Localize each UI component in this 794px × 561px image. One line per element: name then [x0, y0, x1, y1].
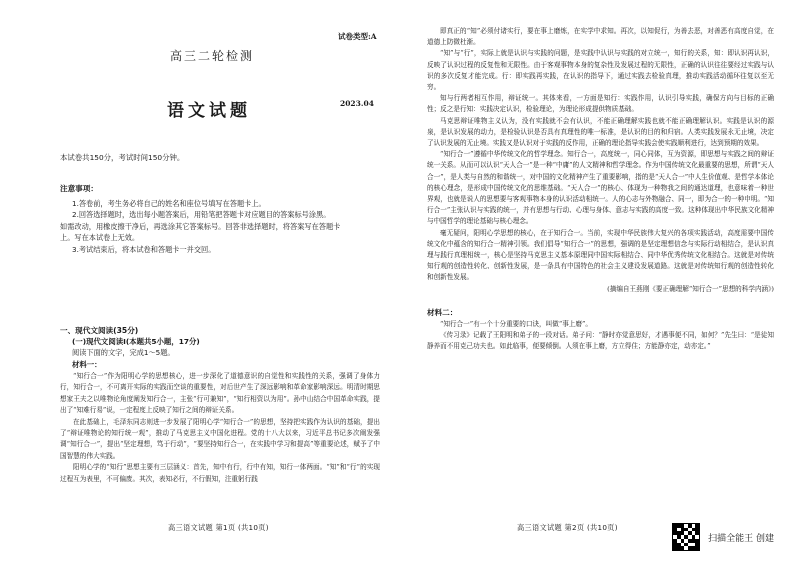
note-item: 2.回答选择题时，选出每小题答案后，用铅笔把答题卡对应题目的答案标号涂黑。 如需改动，用橡皮擦干净后，再选涂其它答案标号。回答非选择题时，将答案写在答题卡 上。写在本试卷上无效。	[60, 210, 341, 243]
page-footer: 高三语文试题 第1页 (共10页)	[168, 523, 269, 532]
body-paragraph: 即真正的“知”必须付诸实行，要在事上磨炼，在实学中求知。再次，以知促行，为善去恶，对善恶有高度自觉，在道德上防微杜渐。	[427, 27, 774, 47]
subsection-title: (一)现代文阅读Ⅰ(本题共5小题，17分)	[72, 337, 200, 346]
body-paragraph: “知行合一”遵循中华传统文化的哲学理念。知行合一，高度统一，同心同体，互为资源，即思想与实践之间的辩证统一关系。从而可以认识“天人合一”是一种“中庸”的人文精神和哲学理念。作为中国传统文化最重要的思想，所谓“天人合一”，是人类与自然的和谐统一，对中国的文化精神产生了重要影响，指的是“天人合一”中人生价值观、是哲学本体论的核心理念，是形成中国传统文化的思维基础。“天人合一”的核心、体现为一种物我之间的通达道理，也意味着一种世界观，也就是说人的思想要与客观事物本身的认识活动相统一。人的心志与外物融合、同一，即为合一的一种申明。“知行合一”主张认识与实践的统一，并有思想与行动、心理与身体、意志与实践的高度一致。这种体现出中华民族文化精神与中国哲学的理论基础与核心理念。	[427, 150, 774, 226]
notes-title: 注意事项：	[60, 184, 98, 193]
body-paragraph: “知行合一”作为阳明心学的思想核心，进一步深化了道德意识的自觉性和实践性的关系，强调了身体力行，知行合一，不可离开实际的实践而空谈的重要性，对后世产生了深远影响和革命家影响深远。明清时期思想家王夫之以唯物论角度阐发知行合一，主张“行可兼知”，“知行相资以为用”。孙中山结合中国革命实践，提出了“知难行易”说，一定程度上反映了知行之间的辩证关系。	[60, 372, 380, 415]
exam-type: 试卷类型:A	[338, 32, 377, 41]
source-citation: (摘编自王燕刚《要正确理解“知行合一”思想的科学内涵》)	[607, 284, 774, 293]
body-paragraph: 马克思辩证唯物主义认为，没有实践就不会有认识，不能正确理解实践也就不能正确理解认识。实践是认识的源泉，是认识发展的动力，是检验认识是否具有真理性的唯一标准，是认识的目的和归宿。人类实践发展永无止境，决定了认识发展的无止境。实践又是认识对于实践的反作用，正确的理论指导实践会使实践顺利进行，达到预期的效果。	[427, 116, 774, 148]
note-item: 1.答卷前，考生务必将自己的姓名和座位号填写在答题卡上。	[72, 199, 266, 208]
body-paragraph: 《传习录》记载了王阳明和弟子的一段对话。弟子问：“静时亦觉意思好，才遇事便不同，如何？”先生曰：“是徒知静养而不用克己功夫也。如此临事，便要倾倒。人须在事上磨，方立得住；方能静亦定，动亦定。”	[427, 331, 774, 351]
page-footer: 高三语文试题 第2页 (共10页)	[517, 523, 618, 532]
exam-date: 2023.04	[340, 99, 374, 108]
material-one-label: 材料一：	[72, 360, 102, 369]
scanner-text: 扫描全能王 创建	[708, 533, 774, 544]
body-paragraph: 在此基础上，毛泽东同志则进一步发展了阳明心学“知行合一”的思想，坚持把实践作为认识的基础，提出了“辩证唯物论的知行统一观”，推动了马克思主义中国化进程。党的十八大以来，习近平总书记多次阐发强调“知行合一”，提出“坚定理想，笃于行动”，“要坚持知行合一，在实践中学习和提高”等重要论述，赋予了中国智慧的伟大实践。	[60, 417, 380, 460]
section-title: 一、现代文阅读(35分)	[60, 326, 139, 335]
qr-code-icon	[672, 523, 700, 551]
body-paragraph: “知”与“行”，实际上就是认识与实践的问题，是实践中认识与实践的对立统一，知行的关系，知：即认识再认识，反映了认识过程的反复性和无限性。由于客观事物本身的复杂性及发展过程的无限性，正确的认识往往要经过实践与认识的多次反复才能完成。行：即实践再实践，在认识的指导下，通过实践去检验真理，推动实践活动循环往复以至无穷。	[427, 49, 774, 92]
body-paragraph: “知行合一”有一个十分重要的口诀，叫做“事上磨”。	[440, 319, 592, 328]
reading-instruction: 阅读下面的文字，完成1～5题。	[72, 348, 175, 357]
body-paragraph: 知与行两者相互作用，辩证统一。其体来看，一方面是知行：实践作用，认识引导实践，确保方向与目标的正确性；反之是行知：实践决定认识，检验理论，为理论形成提供物质基础。	[427, 94, 774, 114]
body-paragraph: 毫无疑问，阳明心学思想的核心，在于知行合一。当前，实现中华民族伟大复兴的各项实践活动，高度需要中国传统文化中蕴含的知行合一精神引领。我们倡导“知行合一”的思想，强调的是坚定理想信念与实际行动相结合，是认识真理与践行真理相统一，核心是坚持马克思主义基本原理同中国实际相结合、同中华优秀传统文化相结合。这就是对传统知行观的创造性转化、创新性发展，是一条具有中国特色的社会主义建设发展道路。这就是对传统知行观的创造性转化和创新性发展。	[427, 228, 774, 282]
exam-name: 高三二轮检测	[170, 49, 255, 63]
right-page	[397, 0, 794, 561]
body-paragraph: 阳明心学的“知行”思想主要有三层涵义：首先，知中有行，行中有知，知行一体两面。“知”和“行”的实现过程互为表里，不可偏废。其次，表知必行，不行假知，注重躬行践	[60, 463, 380, 483]
reading-section	[60, 325, 380, 485]
material-two-label: 材料二：	[427, 307, 458, 317]
note-item: 3.考试结束后，将本试卷和答题卡一并交回。	[72, 244, 216, 254]
scanner-watermark	[672, 523, 774, 551]
exam-info-line: 本试卷共150分，考试时间150分钟。	[60, 153, 185, 162]
notes-block	[60, 183, 378, 255]
subject-title: 语文试题	[167, 101, 251, 121]
